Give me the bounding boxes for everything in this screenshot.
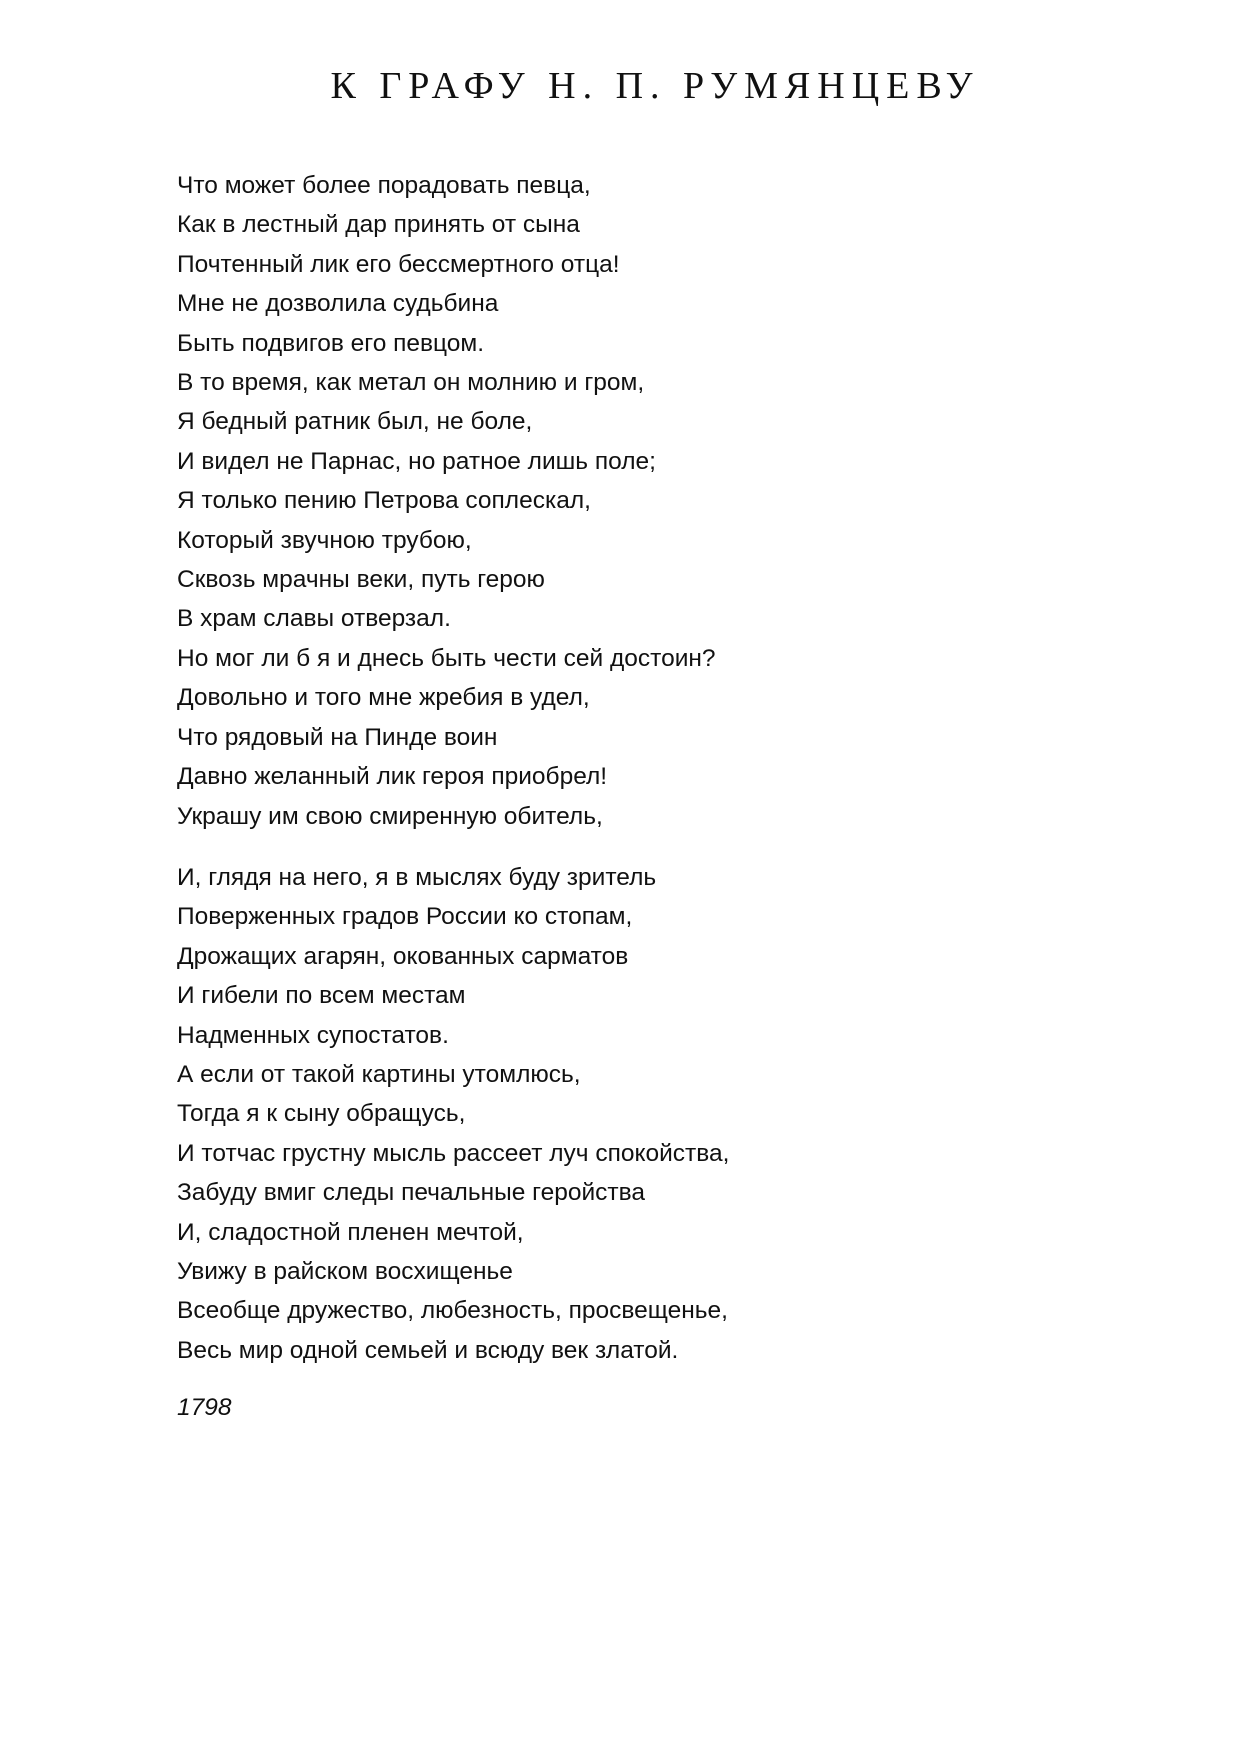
poem-body	[177, 166, 1177, 1370]
poem-line: И, сладостной пленен мечтой,	[177, 1218, 524, 1246]
poem-line: Я бедный ратник был, не боле,	[177, 408, 533, 436]
poem-line: Увижу в райском восхищенье	[177, 1257, 513, 1285]
poem-line: Мне не дозволила судьбина	[177, 290, 499, 318]
poem-line: А если от такой картины утомлюсь,	[177, 1060, 581, 1088]
poem-line: В то время, как метал он молнию и гром,	[177, 369, 645, 397]
poem-line: И гибели по всем местам	[177, 982, 466, 1010]
poem-line: Что рядовый на Пинде воин	[177, 723, 498, 751]
poem-line: Забуду вмиг следы печальные геройства	[177, 1179, 645, 1207]
poem-line: Что может более порадовать певца,	[177, 172, 591, 199]
poem-title: К ГРАФУ Н. П. РУМЯНЦЕВУ	[330, 65, 980, 107]
poem-line: Я только пению Петрова соплескал,	[177, 487, 591, 515]
poem-line: В храм славы отверзал.	[177, 605, 451, 633]
poem-line: Весь мир одной семьей и всюду век златой.	[177, 1336, 679, 1364]
poem-line: Всеобще дружество, любезность, просвещенье,	[177, 1297, 728, 1325]
poem-line: Надменных супостатов.	[177, 1021, 449, 1049]
poem-line: И видел не Парнас, но ратное лишь поле;	[177, 447, 656, 475]
poem-line: Но мог ли б я и днесь быть чести сей достоин?	[177, 644, 716, 672]
poem-line: Дрожащих агарян, окованных сарматов	[177, 942, 629, 970]
poem-line: Довольно и того мне жребия в удел,	[177, 684, 590, 712]
poem-line: Украшу им свою смиренную обитель,	[177, 802, 603, 830]
poem-line: Давно желанный лик героя приобрел!	[177, 763, 608, 791]
poem-line: Как в лестный дар принять от сына	[177, 211, 580, 239]
poem-line: Тогда я к сыну обращусь,	[177, 1100, 466, 1128]
poem-year: 1798	[177, 1394, 232, 1421]
poem-line: Сквозь мрачны веки, путь герою	[177, 566, 545, 594]
poem-line: И тотчас грустну мысль рассеет луч спокойства,	[177, 1139, 730, 1167]
poem-line: Который звучною трубою,	[177, 526, 472, 554]
stanza-1	[177, 166, 1177, 836]
poem-line: И, глядя на него, я в мыслях буду зритель	[177, 863, 657, 891]
stanza-2	[177, 858, 1177, 1370]
poem-line: Почтенный лик его бессмертного отца!	[177, 250, 620, 278]
poem-line: Быть подвигов его певцом.	[177, 329, 485, 357]
poem-line: Поверженных градов России ко стопам,	[177, 903, 633, 931]
